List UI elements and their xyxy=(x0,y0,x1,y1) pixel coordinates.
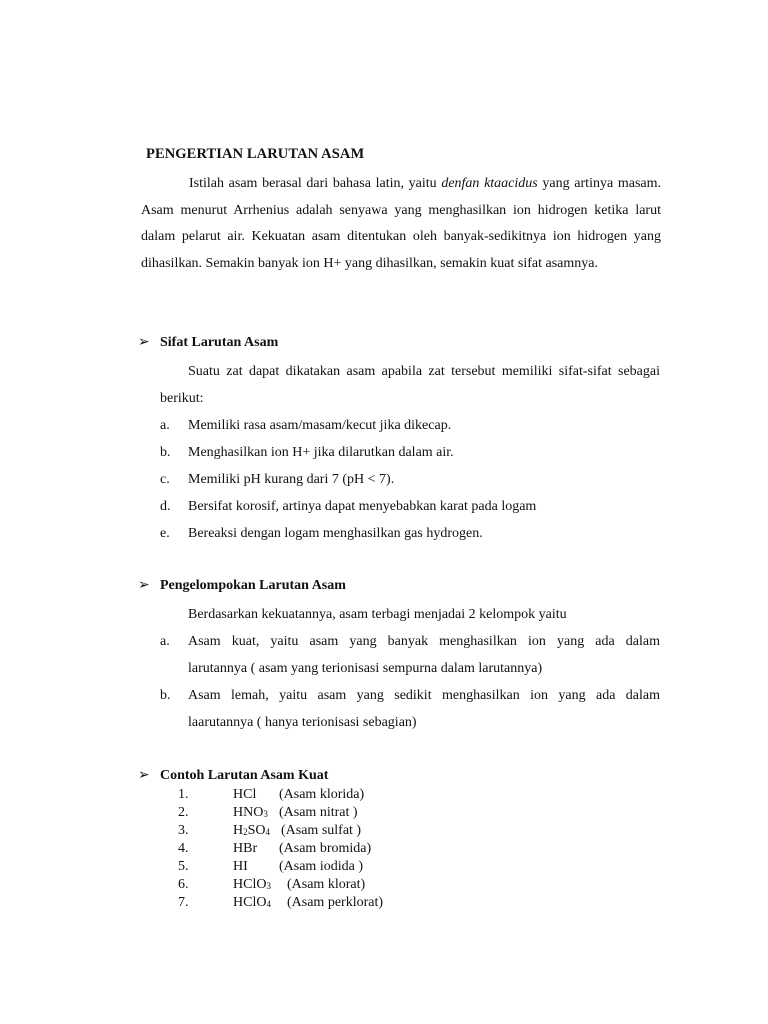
contoh-item-formula: HClO$_3$ xyxy=(233,877,271,892)
contoh-item-formula: $HNO_3$ xyxy=(233,805,268,820)
contoh-item-name: (Asam klorat) xyxy=(287,877,366,892)
item-text: Menghasilkan ion H+ jika dilarutkan dalam air. xyxy=(188,445,454,460)
item-text-line2: larutannya ( asam yang terionisasi sempurna dalam larutannya) xyxy=(188,661,543,676)
pengelompokan-intro-text: Berdasarkan kekuatannya, asam terbagi menjadai 2 kelompok yaitu xyxy=(188,607,567,622)
intro-paragraph xyxy=(141,171,661,277)
item-marker: a. xyxy=(160,418,170,433)
contoh-item-number: 5. xyxy=(178,859,189,874)
item-text: Bersifat korosif, artinya dapat menyebabkan karat pada logam xyxy=(188,499,537,514)
heading-sifat xyxy=(138,334,278,351)
contoh-item-number: 6. xyxy=(178,877,189,892)
intro-italic-term: denfan ktaacidus xyxy=(441,176,538,191)
contoh-item-formula: HBr xyxy=(233,841,258,856)
contoh-item-name: (Asam perklorat) xyxy=(287,895,384,910)
contoh-item-number: 4. xyxy=(178,841,189,856)
item-marker: b. xyxy=(160,445,171,460)
intro-text-rest: yang artinya masam. Asam menurut Arrhenius adalah senyawa yang menghasilkan ion hidrogen ketika larut dalam pelarut air. Kekuatan asam ditentukan oleh banyak-sedikitnya ion hidrogen yang dihasilkan. Semakin banyak ion H+ yang dihasilkan, semakin kuat sifat asamnya. xyxy=(141,176,661,271)
item-text-line1: Asam lemah, yaitu asam yang sedikit menghasilkan ion yang ada dalam xyxy=(188,688,660,703)
heading-contoh-label: Contoh Larutan Asam Kuat xyxy=(160,768,329,783)
item-marker: d. xyxy=(160,499,171,514)
sifat-intro xyxy=(160,358,660,412)
contoh-item-number: 1. xyxy=(178,787,189,802)
contoh-item-name: (Asam iodida ) xyxy=(279,859,363,874)
contoh-item-number: 3. xyxy=(178,823,189,838)
contoh-item-number: 7. xyxy=(178,895,189,910)
pengelompokan-item-a xyxy=(160,628,660,682)
item-text xyxy=(188,682,660,736)
item-text-line2: laarutannya ( hanya terionisasi sebagian) xyxy=(188,715,417,730)
pengelompokan-intro xyxy=(160,601,660,628)
bullet-arrow-icon: ➢ xyxy=(138,335,150,350)
item-marker: e. xyxy=(160,526,170,541)
item-marker: b. xyxy=(160,688,171,703)
item-text: Memiliki rasa asam/masam/kecut jika dikecap. xyxy=(188,418,452,433)
bullet-arrow-icon: ➢ xyxy=(138,578,150,593)
document-title: PENGERTIAN LARUTAN ASAM xyxy=(146,146,365,162)
heading-pengelompokan-label: Pengelompokan Larutan Asam xyxy=(160,578,346,593)
sifat-intro-text: Suatu zat dapat dikatakan asam apabila zat tersebut memiliki sifat-sifat sebagai berikut: xyxy=(160,364,660,406)
bullet-arrow-icon: ➢ xyxy=(138,768,150,783)
heading-sifat-label: Sifat Larutan Asam xyxy=(160,335,279,350)
contoh-item-formula: HClO$_4$ xyxy=(233,895,271,910)
pengelompokan-item-b xyxy=(160,682,660,736)
contoh-item-formula: HCl xyxy=(233,787,257,802)
item-marker: a. xyxy=(160,634,170,649)
contoh-item-number: 2. xyxy=(178,805,189,820)
contoh-item-name: (Asam bromida) xyxy=(279,841,372,856)
intro-text-start: Istilah asam berasal dari bahasa latin, yaitu xyxy=(189,176,442,191)
item-marker: c. xyxy=(160,472,170,487)
contoh-item-formula: HI xyxy=(233,859,248,874)
heading-contoh xyxy=(138,767,328,784)
contoh-item-name: (Asam sulfat ) xyxy=(281,823,362,838)
item-text-line1: Asam kuat, yaitu asam yang banyak menghasilkan ion yang ada dalam xyxy=(188,634,660,649)
item-text xyxy=(188,628,660,682)
contoh-item-name: (Asam klorida) xyxy=(279,787,365,802)
contoh-item-formula: $H_2SO_4$ xyxy=(233,823,271,838)
item-text: Memiliki pH kurang dari 7 (pH < 7). xyxy=(188,472,395,487)
item-text: Bereaksi dengan logam menghasilkan gas hydrogen. xyxy=(188,526,483,541)
contoh-item-name: (Asam nitrat ) xyxy=(279,805,358,820)
heading-pengelompokan xyxy=(138,577,346,594)
